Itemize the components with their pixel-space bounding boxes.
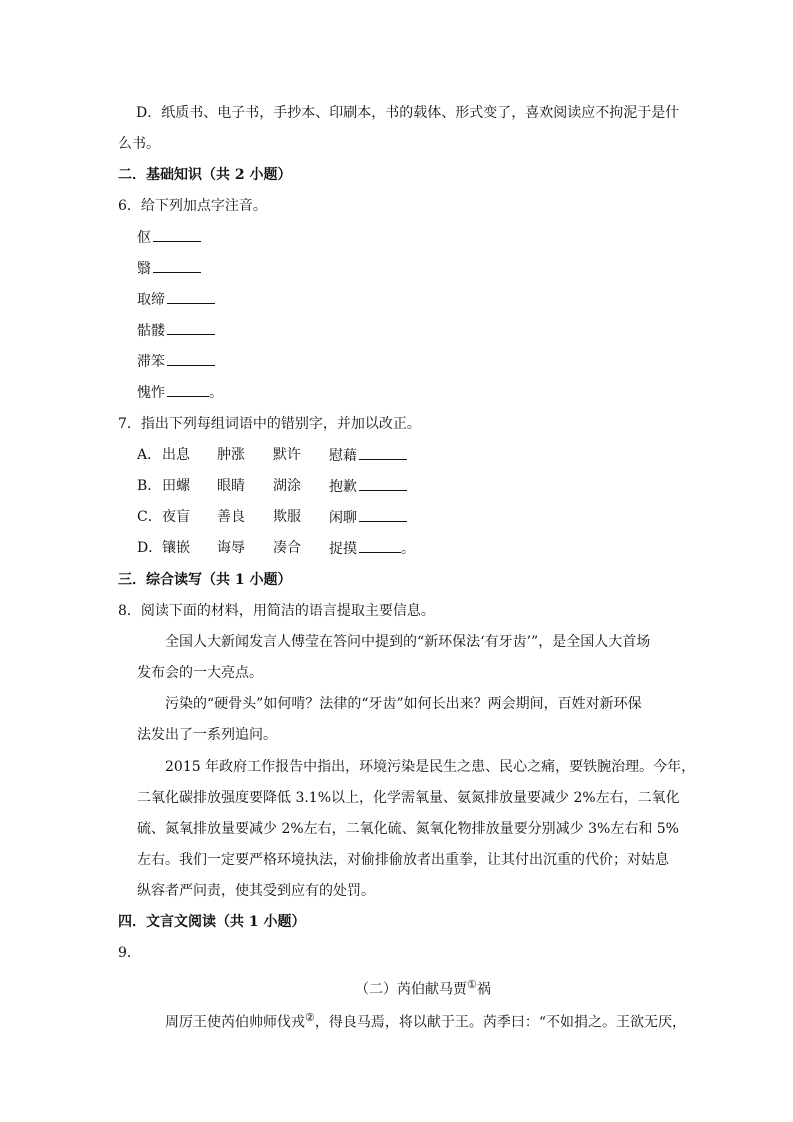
answer-blank[interactable]	[167, 289, 215, 304]
q8-para1-line2: 发布会的一大亮点。	[137, 665, 263, 681]
word-with-blank: 闲聊	[329, 507, 407, 528]
word: 肿涨	[217, 447, 245, 463]
q7-stem: 7．指出下列每组词语中的错别字，并加以改正。	[118, 416, 421, 432]
q5-option-d-line1: D．纸质书、电子书，手抄本、印刷本，书的载体、形式变了，喜欢阅读应不拘泥于是什	[136, 105, 680, 121]
word: 凑合	[273, 540, 301, 556]
answer-blank[interactable]	[167, 351, 215, 366]
section-heading-2: 二．基础知识（共 2 小题）	[118, 167, 292, 183]
q9-passage-line1: 周厉王使芮伯帅师伐戎②，得良马焉，将以献于王。芮季曰：“不如捐之。王欲无厌，	[165, 1011, 687, 1031]
q6-item: 愧怍 。	[137, 382, 223, 403]
q8-stem: 8．阅读下面的材料，用简洁的语言提取主要信息。	[118, 603, 435, 619]
answer-blank[interactable]	[359, 538, 401, 553]
q9-number: 9．	[118, 945, 141, 961]
answer-blank[interactable]	[153, 258, 201, 273]
answer-blank[interactable]	[359, 445, 407, 460]
answer-blank[interactable]	[153, 227, 201, 242]
option-label: A．	[137, 447, 162, 463]
q8-para3-line4: 左右。我们一定要严格环境执法，对偷排偷放者出重拳，让其付出沉重的代价；对姑息	[137, 852, 669, 868]
word: 诲辱	[217, 540, 245, 556]
q8-para2-line1: 污染的“硬骨头”如何啃？法律的“牙齿”如何长出来？两会期间，百姓对新环保	[165, 696, 642, 712]
option-label: B．	[137, 478, 162, 494]
q8-para3-line5: 纵容者严问责，使其受到应有的处罚。	[137, 883, 375, 899]
word-with-blank: 捉摸 。	[329, 538, 415, 559]
q6-stem: 6．给下列加点字注音。	[118, 198, 267, 214]
answer-blank[interactable]	[167, 320, 215, 335]
word: 镶嵌	[162, 540, 190, 556]
q8-para3-line2: 二氧化碳排放强度要降低 3.1%以上，化学需氧量、氨氮排放量要减少 2%左右，二氧化	[137, 790, 680, 806]
q8-para1-line1: 全国人大新闻发言人傅莹在答问中提到的“新环保法‘有牙齿’”，是全国人大首场	[165, 634, 651, 650]
footnote-marker: ①	[467, 978, 477, 991]
word: 湖涂	[273, 478, 301, 494]
q6-item: 骷髅	[137, 320, 215, 341]
q6-item: 滞笨	[137, 351, 215, 372]
option-label: C．	[137, 509, 162, 525]
q5-option-d-line2: 么书。	[118, 136, 160, 152]
q8-para2-line2: 法发出了一系列追问。	[137, 727, 277, 743]
word: 善良	[217, 509, 245, 525]
word: 田螺	[162, 478, 190, 494]
word-with-blank: 慰藉	[329, 445, 407, 466]
section-heading-4: 四．文言文阅读（共 1 小题）	[118, 914, 306, 930]
q9-passage-title: （二）芮伯献马贾①祸	[355, 978, 491, 998]
word: 夜盲	[162, 509, 190, 525]
word: 默许	[273, 447, 301, 463]
word: 出息	[162, 447, 190, 463]
word-with-blank: 抱歉	[329, 476, 407, 497]
word: 欺服	[273, 509, 301, 525]
answer-blank[interactable]	[167, 382, 209, 397]
q6-item: 翳	[137, 258, 201, 279]
q6-item: 取缔	[137, 289, 215, 310]
word: 眼睛	[217, 478, 245, 494]
footnote-marker: ②	[305, 1011, 315, 1024]
section-heading-3: 三．综合读写（共 1 小题）	[118, 572, 292, 588]
q8-para3-line1: 2015 年政府工作报告中指出，环境污染是民生之患、民心之痛，要铁腕治理。今年，	[165, 759, 696, 775]
answer-blank[interactable]	[359, 476, 407, 491]
option-label: D．	[137, 540, 163, 556]
answer-blank[interactable]	[359, 507, 407, 522]
q6-item: 伛	[137, 227, 201, 248]
q8-para3-line3: 硫、氮氧排放量要减少 2%左右，二氧化硫、氮氧化物排放量要分别减少 3%左右和 5%	[137, 821, 679, 837]
